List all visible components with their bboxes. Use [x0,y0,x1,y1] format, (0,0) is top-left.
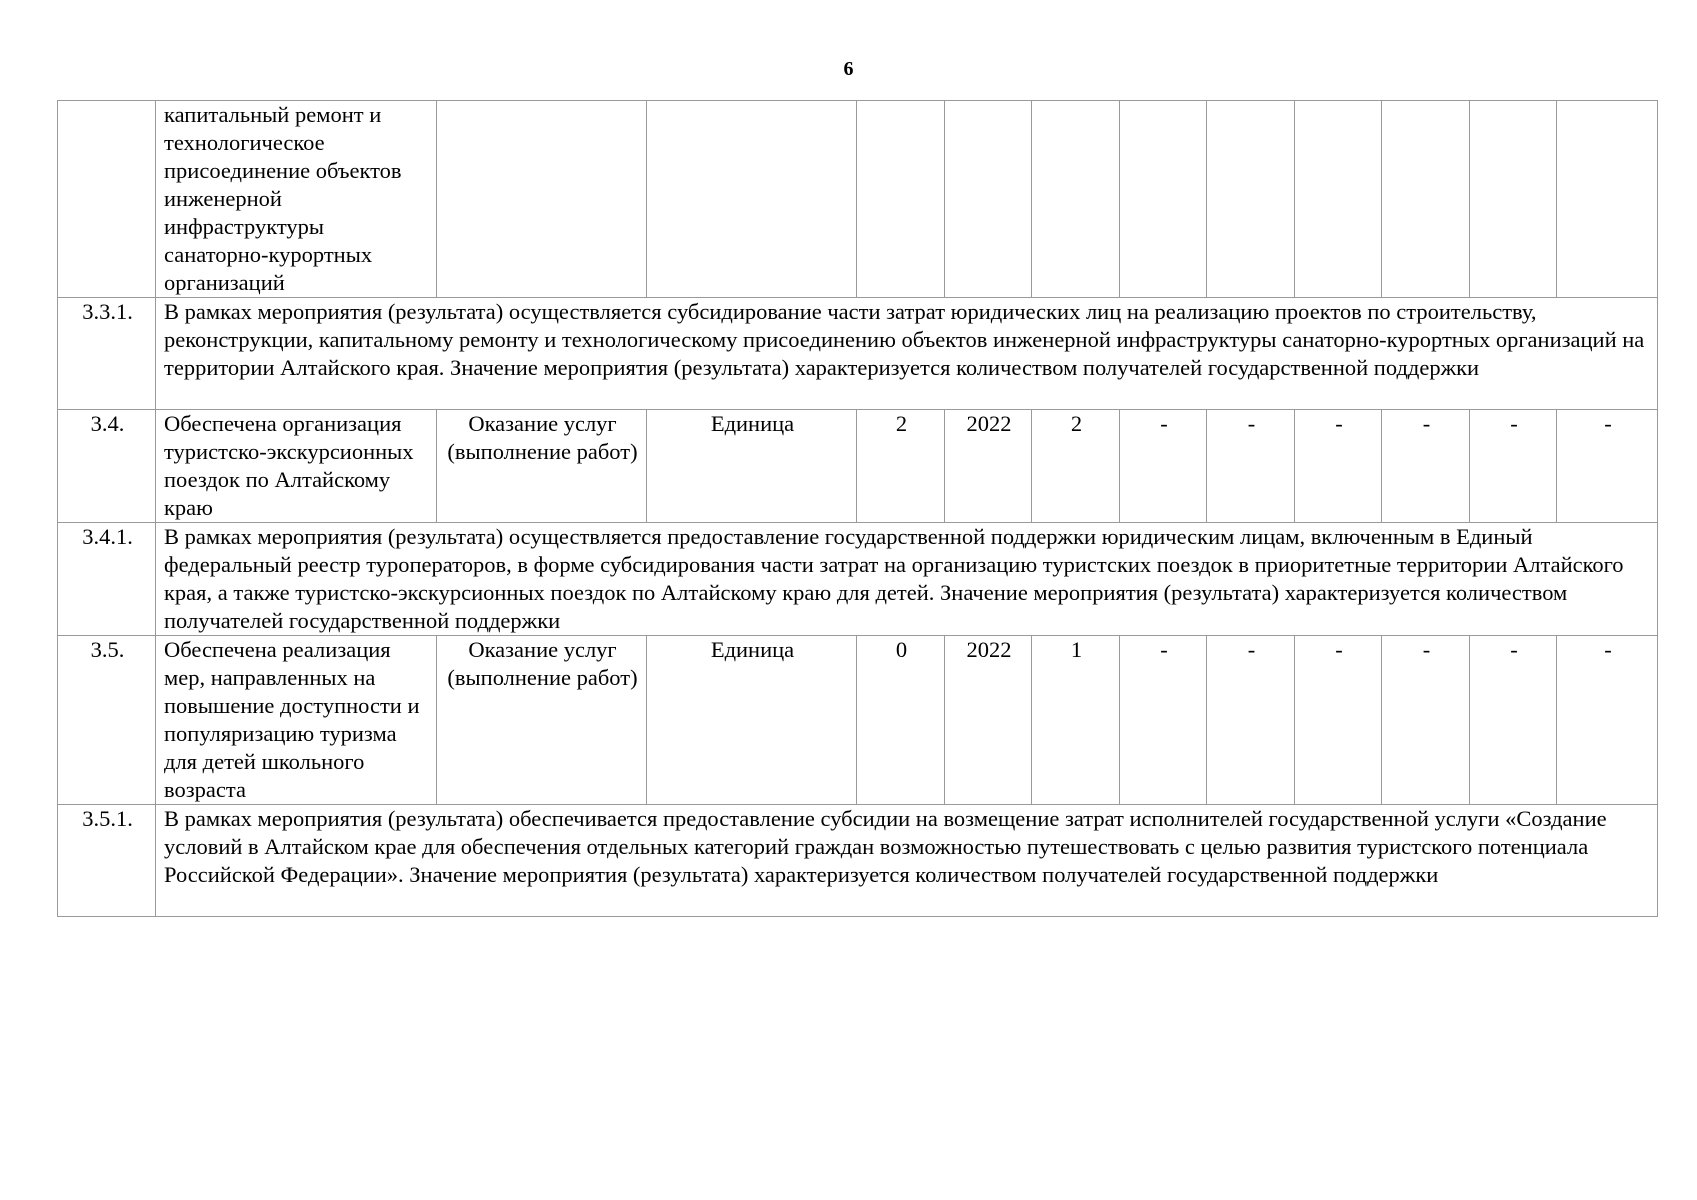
table-row [58,101,1658,298]
year-value-cell: - [1470,410,1557,523]
description-cell: В рамках мероприятия (результата) обеспечивается предоставление субсидии на возмещение затрат исполнителей государственной услуги «Создание условий в Алтайском крае для обеспечения отдельных категорий граждан возможностью путешествовать с целью развития туристского потенциала Российской Федерации». Значение мероприятия (результата) характеризуется количеством получателей государственной поддержки [156,805,1658,917]
year-value-cell: - [1120,410,1207,523]
table-row [58,805,1658,917]
year-value-cell: - [1295,636,1382,805]
year-value-cell: - [1207,636,1295,805]
unit-cell: Единица [647,410,857,523]
year-value-cell: - [1470,636,1557,805]
base-value-cell: 2 [857,410,945,523]
year-value-cell: - [1557,410,1658,523]
year-value-cell: - [1382,410,1470,523]
base-year-cell: 2022 [945,410,1032,523]
row-number-cell: 3.5. [58,636,156,805]
year-value-cell: - [1382,636,1470,805]
row-number-cell: 3.5.1. [58,805,156,917]
results-table [57,100,1658,917]
description-cell: В рамках мероприятия (результата) осуществляется предоставление государственной поддержки юридическим лицам, включенным в Единый федеральный реестр туроператоров, в форме субсидирования части затрат на организацию туристских поездок в приоритетные территории Алтайского края, а также туристско-экскурсионных поездок по Алтайскому краю для детей. Значение мероприятия (результата) характеризуется количеством получателей государственной поддержки [156,523,1658,636]
year-value-cell: - [1295,410,1382,523]
measure-type-cell: Оказание услуг (выполнение работ) [437,410,647,523]
year-value-cell: 1 [1032,636,1120,805]
page-number: 6 [843,58,854,80]
year-value-cell: 2 [1032,410,1120,523]
base-value-cell: 0 [857,636,945,805]
measure-name-cell: капитальный ремонт и технологическое присоединение объектов инженерной инфраструктуры санаторно-курортных организаций [156,101,437,298]
table-row [58,298,1658,410]
year-value-cell: - [1120,636,1207,805]
row-number-cell: 3.4. [58,410,156,523]
table-row [58,636,1658,805]
row-number-cell [58,101,156,298]
year-value-cell: - [1557,636,1658,805]
measure-type-cell: Оказание услуг (выполнение работ) [437,636,647,805]
row-number-cell: 3.4.1. [58,523,156,636]
year-value-cell: - [1207,410,1295,523]
measure-name-cell: Обеспечена организация туристско-экскурсионных поездок по Алтайскому краю [156,410,437,523]
unit-cell: Единица [647,636,857,805]
description-cell: В рамках мероприятия (результата) осуществляется субсидирование части затрат юридических лиц на реализацию проектов по строительству, реконструкции, капитальному ремонту и технологическому присоединению объектов инженерной инфраструктуры санаторно-курортных организаций на территории Алтайского края. Значение мероприятия (результата) характеризуется количеством получателей государственной поддержки [156,298,1658,410]
measure-name-cell: Обеспечена реализация мер, направленных на повышение доступности и популяризацию туризма для детей школьного возраста [156,636,437,805]
table-row [58,523,1658,636]
table-row [58,410,1658,523]
row-number-cell: 3.3.1. [58,298,156,410]
base-year-cell: 2022 [945,636,1032,805]
